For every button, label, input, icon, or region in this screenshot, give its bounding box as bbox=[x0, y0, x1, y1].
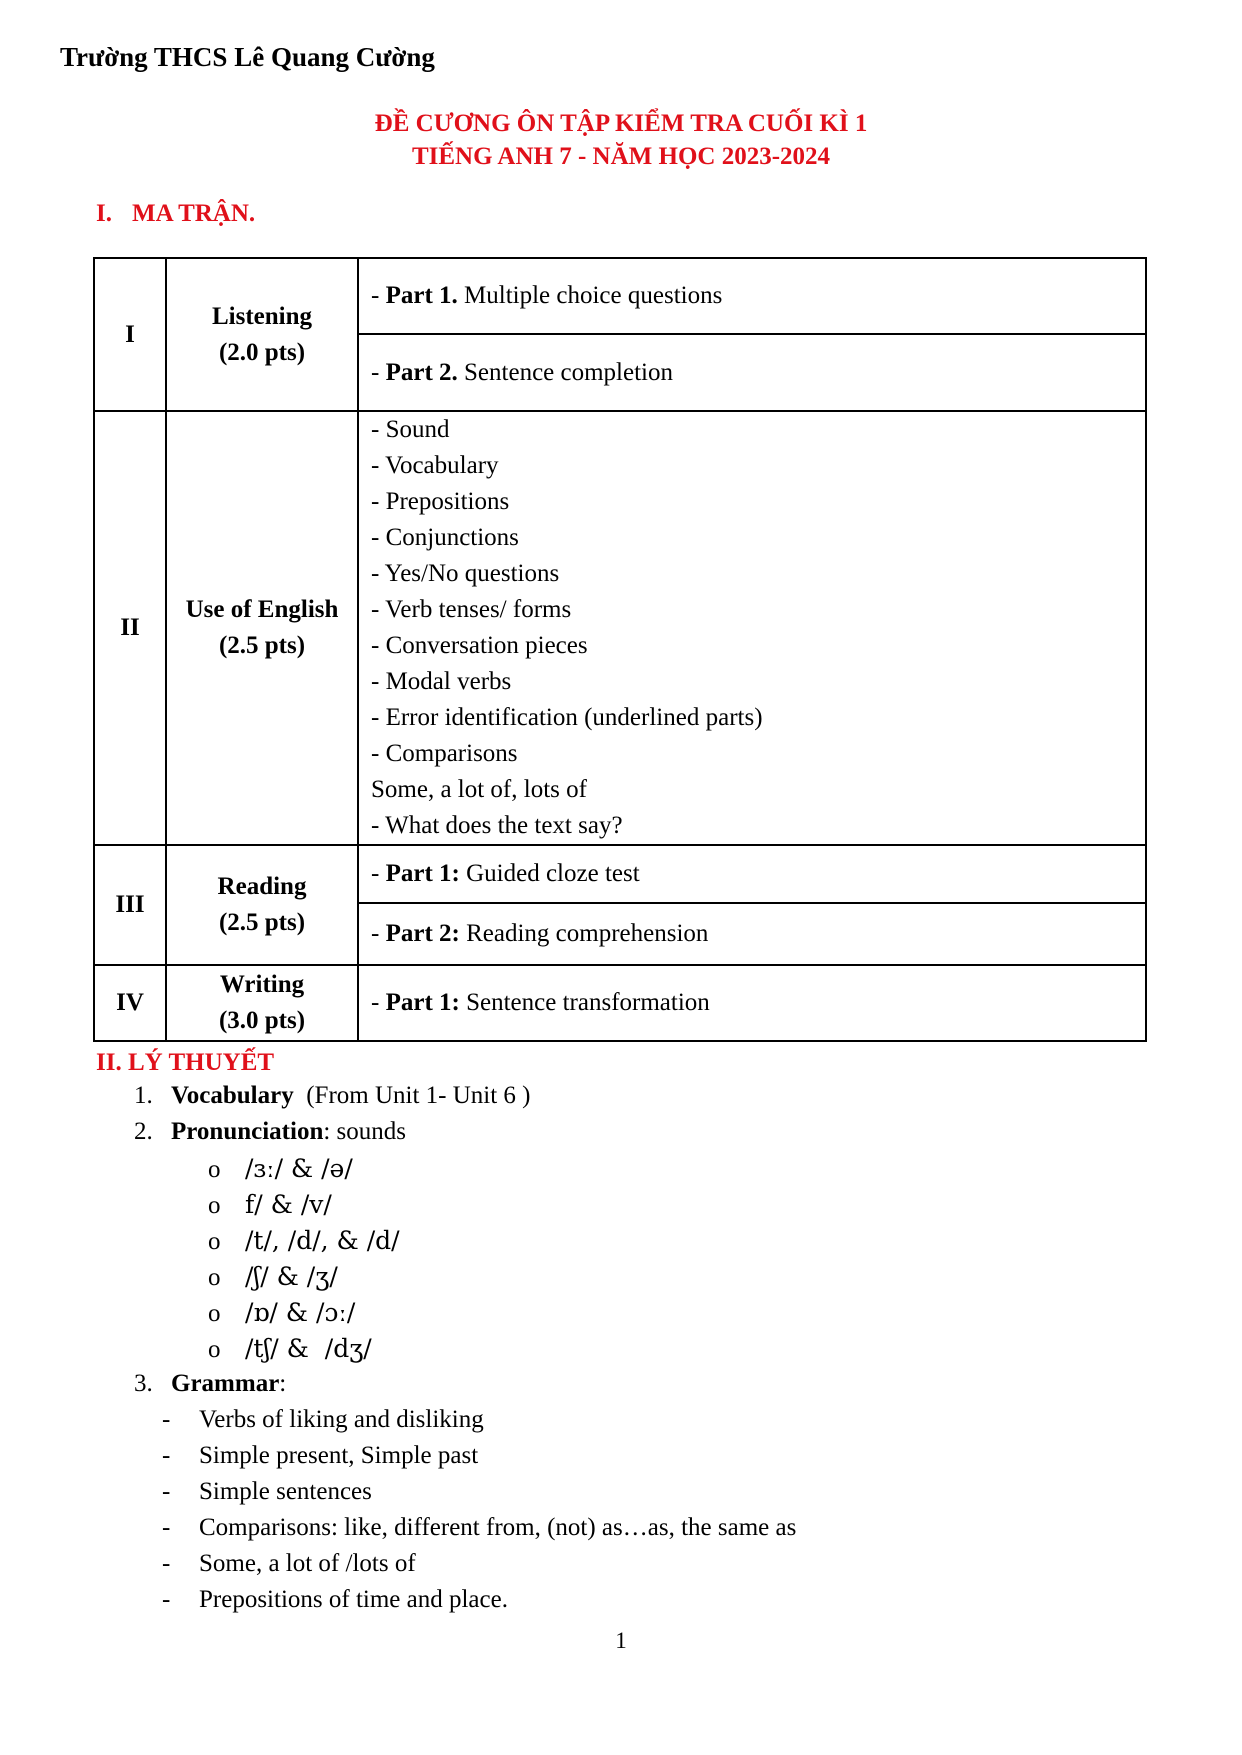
bullet-mark: o bbox=[208, 1228, 221, 1255]
table-row bbox=[94, 258, 1146, 334]
sound-text: /ʃ/ & /ʒ/ bbox=[245, 1262, 338, 1291]
list-item: - Modal verbs bbox=[371, 668, 512, 695]
skill-cell bbox=[166, 258, 358, 411]
part-prefix: - bbox=[371, 920, 386, 947]
item-number: 2. bbox=[134, 1118, 153, 1145]
grammar-text: Prepositions of time and place. bbox=[199, 1586, 508, 1613]
part-text: Multiple choice questions bbox=[457, 282, 723, 309]
grammar-item bbox=[162, 1406, 484, 1434]
row-number: III bbox=[94, 845, 166, 965]
sound-text: f/ & /v/ bbox=[245, 1190, 332, 1219]
grammar-text: Comparisons: like, different from, (not) as…as, the same as bbox=[199, 1514, 797, 1541]
part-cell bbox=[358, 258, 1146, 334]
doc-title-line2: TIẾNG ANH 7 - NĂM HỌC 2023-2024 bbox=[411, 143, 831, 170]
skill-points: (3.0 pts) bbox=[218, 1007, 306, 1034]
page-number: 1 bbox=[615, 1628, 627, 1653]
sound-text: /tʃ/ & /dʒ/ bbox=[245, 1334, 372, 1363]
school-name: Trường THCS Lê Quang Cường bbox=[60, 42, 435, 72]
part-prefix: - bbox=[371, 358, 386, 386]
list-item: - Vocabulary bbox=[371, 452, 499, 479]
dash-mark: - bbox=[162, 1514, 171, 1541]
grammar-text: Verbs of liking and disliking bbox=[199, 1406, 484, 1433]
item-number: 3. bbox=[134, 1370, 153, 1397]
sound-text: /ɜː/ & /ə/ bbox=[245, 1154, 353, 1183]
list-item: - Comparisons bbox=[371, 740, 518, 767]
grammar-item bbox=[162, 1514, 796, 1542]
sound-item bbox=[208, 1190, 332, 1220]
part-text: Sentence completion bbox=[457, 358, 673, 386]
list-item: - Error identification (underlined parts) bbox=[371, 704, 763, 731]
theory-item-grammar bbox=[134, 1370, 286, 1398]
skill-points: (2.5 pts) bbox=[218, 909, 306, 936]
row-number: II bbox=[94, 411, 166, 845]
sound-text: /ɒ/ & /ɔː/ bbox=[245, 1298, 356, 1327]
bullet-mark: o bbox=[208, 1300, 221, 1327]
bullet-mark: o bbox=[208, 1264, 221, 1291]
skill-cell bbox=[166, 411, 358, 845]
skill-cell bbox=[166, 845, 358, 965]
part-prefix: - bbox=[371, 282, 386, 309]
sound-item bbox=[208, 1262, 338, 1292]
list-item: - Conjunctions bbox=[371, 524, 519, 551]
skill-cell bbox=[166, 965, 358, 1041]
theory-item-pronunciation bbox=[134, 1118, 406, 1146]
section-title: MA TRẬN. bbox=[132, 200, 256, 227]
sound-item bbox=[208, 1154, 353, 1184]
grammar-text: Some, a lot of /lots of bbox=[199, 1550, 416, 1577]
item-label: Vocabulary bbox=[171, 1082, 294, 1109]
section-number: I. bbox=[96, 200, 112, 227]
part-label: Part 2. bbox=[385, 358, 458, 386]
part-text: Reading comprehension bbox=[459, 920, 709, 947]
dash-mark: - bbox=[162, 1586, 171, 1613]
part-label: Part 1: bbox=[385, 860, 460, 887]
part-cell bbox=[358, 845, 1146, 903]
doc-title-line1: ĐỀ CƯƠNG ÔN TẬP KIỂM TRA CUỐI KÌ 1 bbox=[374, 110, 868, 137]
part-text: Guided cloze test bbox=[459, 860, 640, 887]
list-item: - Prepositions bbox=[371, 488, 510, 515]
item-number: 1. bbox=[134, 1082, 153, 1109]
list-item: - Yes/No questions bbox=[371, 560, 560, 587]
topic-list-cell bbox=[358, 411, 1146, 845]
section-heading-matrix bbox=[96, 200, 255, 228]
skill-name: Use of English bbox=[185, 596, 339, 623]
list-item: - What does the text say? bbox=[371, 812, 623, 839]
sound-item bbox=[208, 1298, 355, 1328]
part-cell bbox=[358, 903, 1146, 965]
part-cell bbox=[358, 965, 1146, 1041]
skill-name: Writing bbox=[219, 971, 305, 998]
part-prefix: - bbox=[371, 860, 386, 887]
table-row bbox=[94, 965, 1146, 1041]
item-text: (From Unit 1- Unit 6 ) bbox=[293, 1082, 531, 1109]
skill-name: Listening bbox=[211, 302, 313, 330]
grammar-item bbox=[162, 1550, 416, 1578]
bullet-mark: o bbox=[208, 1336, 221, 1363]
skill-points: (2.0 pts) bbox=[218, 338, 306, 366]
dash-mark: - bbox=[162, 1442, 171, 1469]
sound-item bbox=[208, 1226, 400, 1256]
theory-item-vocabulary bbox=[134, 1082, 531, 1110]
grammar-item bbox=[162, 1586, 508, 1614]
bullet-mark: o bbox=[208, 1156, 221, 1183]
grammar-text: Simple present, Simple past bbox=[199, 1442, 479, 1469]
list-item: - Verb tenses/ forms bbox=[371, 596, 572, 623]
dash-mark: - bbox=[162, 1406, 171, 1433]
bullet-mark: o bbox=[208, 1192, 221, 1219]
part-label: Part 2: bbox=[385, 920, 460, 947]
item-label: Grammar bbox=[171, 1370, 280, 1397]
list-item: Some, a lot of, lots of bbox=[371, 776, 587, 803]
part-label: Part 1: bbox=[385, 989, 460, 1016]
dash-mark: - bbox=[162, 1478, 171, 1505]
table-row bbox=[94, 411, 1146, 845]
part-prefix: - bbox=[371, 989, 386, 1016]
skill-name: Reading bbox=[217, 873, 307, 900]
row-number: IV bbox=[94, 965, 166, 1041]
sound-text: /t/, /d/, & /d/ bbox=[245, 1226, 400, 1255]
part-text: Sentence transformation bbox=[459, 989, 710, 1016]
part-cell bbox=[358, 334, 1146, 411]
grammar-item bbox=[162, 1478, 372, 1506]
item-label: Pronunciation bbox=[171, 1118, 324, 1145]
list-item: - Sound bbox=[371, 416, 450, 443]
dash-mark: - bbox=[162, 1550, 171, 1577]
grammar-item bbox=[162, 1442, 478, 1470]
part-label: Part 1. bbox=[385, 282, 458, 309]
row-number: I bbox=[94, 258, 166, 411]
grammar-text: Simple sentences bbox=[199, 1478, 372, 1505]
table-row bbox=[94, 845, 1146, 903]
item-text: : sounds bbox=[323, 1118, 406, 1145]
exam-matrix-table bbox=[93, 257, 1147, 1042]
list-item: - Conversation pieces bbox=[371, 632, 588, 659]
section-heading-theory: II. LÝ THUYẾT bbox=[96, 1049, 275, 1076]
sound-item bbox=[208, 1334, 372, 1364]
item-text: : bbox=[279, 1370, 287, 1397]
skill-points: (2.5 pts) bbox=[218, 632, 306, 659]
